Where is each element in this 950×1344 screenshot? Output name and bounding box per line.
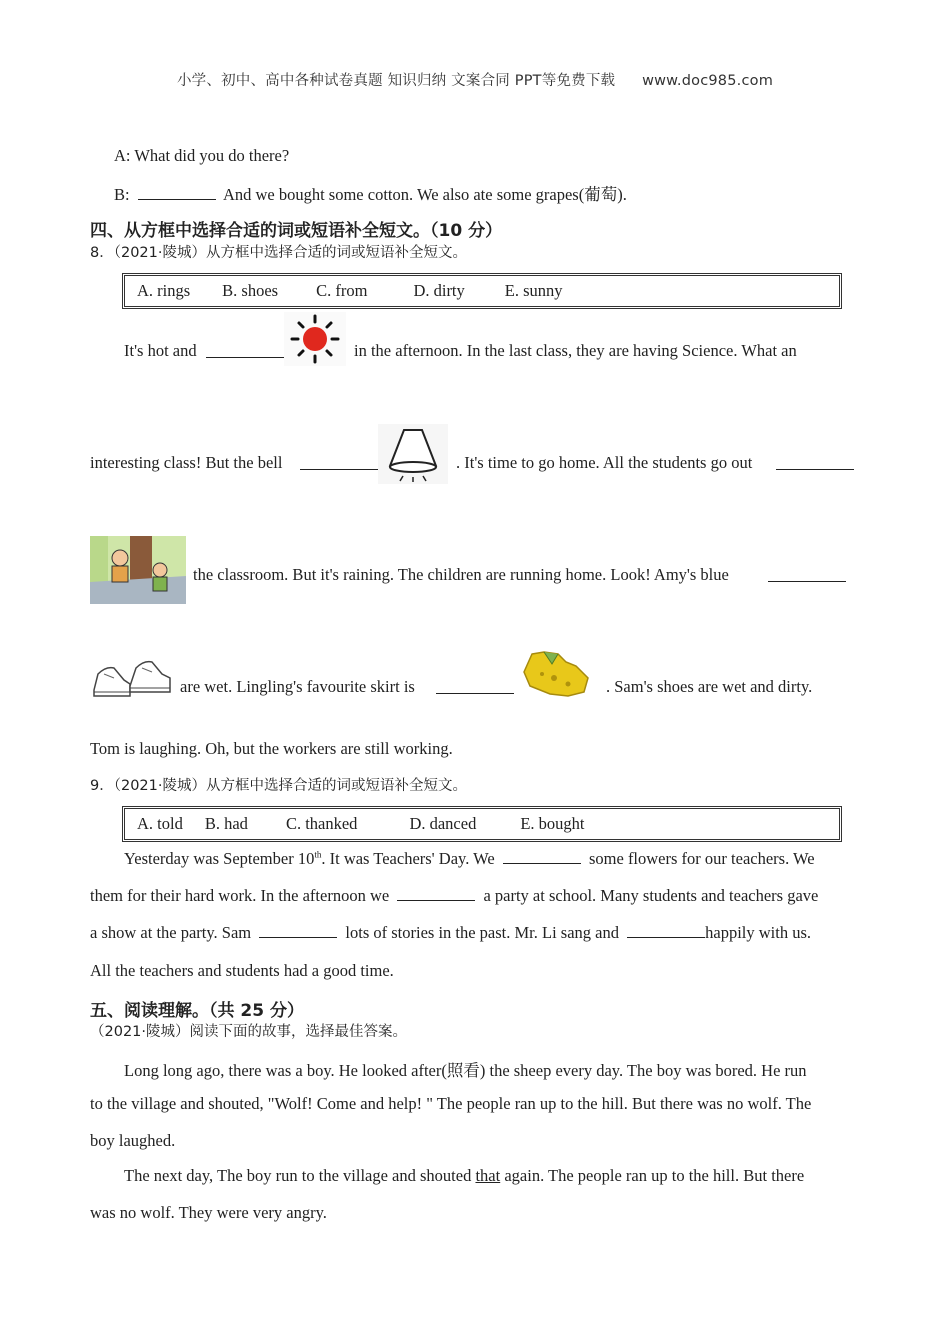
q9-l3b: lots of stories in the past. Mr. Li sang and — [345, 923, 620, 942]
answer-blank[interactable] — [397, 886, 475, 901]
dialogue-a-line: A: What did you do there? — [114, 146, 290, 165]
q9-option-b: B. had — [204, 814, 248, 833]
q8-p3: the classroom. But it's raining. The children are running home. Look! Amy's blue — [193, 565, 729, 584]
answer-blank[interactable] — [627, 923, 705, 938]
q9-option-c: C. thanked — [285, 814, 358, 833]
q8-option-d: D. dirty — [413, 281, 465, 300]
q9-line1 — [124, 849, 815, 869]
story-p1-l3: boy laughed. — [90, 1131, 176, 1150]
q8-p4a: are wet. Lingling's favourite skirt is — [180, 677, 415, 696]
q9-l1c: some flowers for our teachers. We — [588, 849, 815, 868]
sneakers-icon — [90, 656, 174, 704]
answer-blank[interactable] — [300, 455, 378, 470]
bell-icon — [378, 424, 448, 484]
q8-p1a: It's hot and — [124, 341, 197, 360]
q9-l1a: Yesterday was September 10 — [124, 849, 315, 868]
story-underlined-word: that — [475, 1166, 501, 1185]
q9-option-box — [122, 806, 842, 842]
story-p2-l1b: again. The people ran up to the hill. But there — [504, 1166, 805, 1185]
answer-blank[interactable] — [436, 679, 514, 694]
q9-label: 9．（2021·陵城）从方框中选择合适的词或短语补全短文。 — [90, 778, 467, 794]
answer-blank[interactable] — [259, 923, 337, 938]
story-p2-l1a: The next day, The boy run to the village and shouted — [124, 1166, 472, 1185]
page-header — [0, 69, 950, 90]
q9-l1b: . It was Teachers' Day. We — [321, 849, 495, 868]
q9-line3 — [90, 923, 811, 943]
q8-label: 8．（2021·陵城）从方框中选择合适的词或短语补全短文。 — [90, 245, 467, 261]
story-p1-l1: Long long ago, there was a boy. He looked after(照看) the sheep every day. The boy was bored. He run — [124, 1061, 807, 1080]
q8-option-a: A. rings — [137, 281, 191, 300]
story-p2-l1 — [124, 1166, 804, 1186]
header-text: 小学、初中、高中各种试卷真题 知识归纳 文案合同 PPT等免费下载 — [176, 73, 616, 89]
answer-blank[interactable] — [206, 343, 284, 358]
dialogue-b-prefix: B: — [114, 185, 130, 204]
q8-p2a: interesting class! But the bell — [90, 453, 283, 472]
story-p2-l2: was no wolf. They were very angry. — [90, 1203, 327, 1222]
q8-p4b: . Sam's shoes are wet and dirty. — [606, 677, 813, 696]
q9-option-e: E. bought — [520, 814, 585, 833]
q9-l3a: a show at the party. Sam — [90, 923, 252, 942]
answer-blank[interactable] — [138, 185, 216, 200]
q8-p2b: . It's time to go home. All the students go out — [456, 453, 753, 472]
q8-option-box — [122, 273, 842, 309]
dialogue-b-suffix: And we bought some cotton. We also ate some grapes(葡萄). — [222, 185, 627, 204]
sun-icon — [284, 312, 346, 366]
answer-blank[interactable] — [776, 455, 854, 470]
q9-l1sup: th — [314, 849, 322, 860]
q9-option-a: A. told — [137, 814, 183, 833]
q8-p1b: in the afternoon. In the last class, they are having Science. What an — [354, 341, 797, 360]
q9-l2a: them for their hard work. In the afternoon we — [90, 886, 390, 905]
q8-option-b: B. shoes — [222, 281, 279, 300]
q9-line4: All the teachers and students had a good time. — [90, 961, 394, 980]
q9-option-d: D. danced — [409, 814, 477, 833]
skirt-icon — [514, 648, 596, 704]
q9-l3c: happily with us. — [705, 923, 812, 942]
children-icon — [90, 536, 186, 604]
header-url[interactable]: www.doc985.com — [642, 73, 774, 89]
story-p1-l2: to the village and shouted, "Wolf! Come and help! " The people ran up to the hill. But there was no wolf. The — [90, 1094, 812, 1113]
q9-l2b: a party at school. Many students and teachers gave — [483, 886, 819, 905]
q9-line2 — [90, 886, 818, 906]
section5-label: （2021·陵城）阅读下面的故事，选择最佳答案。 — [90, 1024, 408, 1040]
q8-option-e: E. sunny — [504, 281, 563, 300]
q8-p5: Tom is laughing. Oh, but the workers are still working. — [90, 739, 453, 758]
answer-blank[interactable] — [768, 567, 846, 582]
q8-option-c: C. from — [316, 281, 368, 300]
dialogue-b-line — [114, 181, 627, 205]
section4-heading: 四、从方框中选择合适的词或短语补全短文。（10 分） — [90, 221, 503, 241]
section5-heading: 五、阅读理解。（共 25 分） — [90, 1001, 304, 1021]
answer-blank[interactable] — [503, 849, 581, 864]
